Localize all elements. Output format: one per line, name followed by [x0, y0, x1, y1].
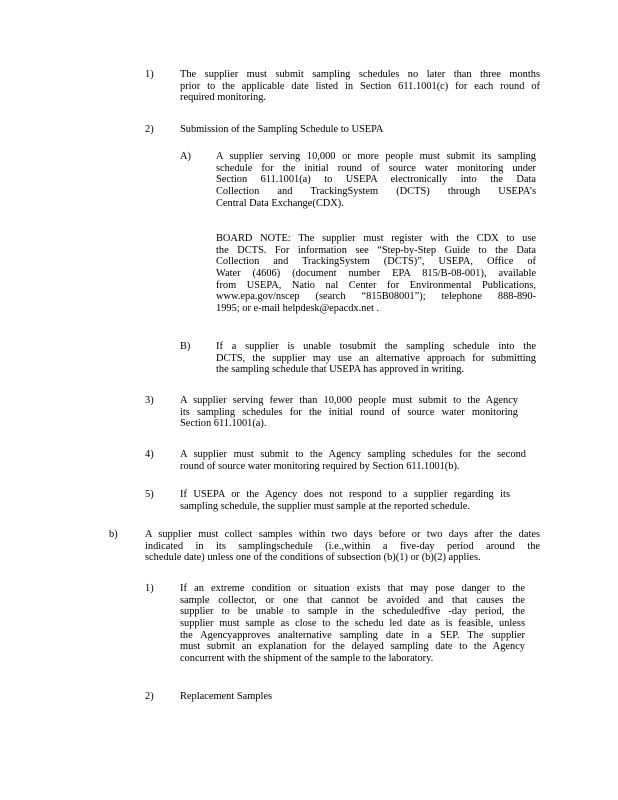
text-line: its sampling schedules for the initial round of source water monitoring [180, 406, 518, 418]
item-label: 2) [145, 124, 154, 135]
text-line: the sampling schedule that USEPA has approved in writing. [216, 364, 465, 376]
text-line: Section 611.1001(a) to USEPA electronically into the Data [216, 174, 536, 186]
text-line: BOARD NOTE: The supplier must register with the CDX to use [216, 233, 536, 244]
text-line: A supplier serving fewer than 10,000 people must submit to the Agency [180, 395, 518, 406]
section-heading: Replacement Samples [180, 691, 273, 702]
text-line: prior to the applicable date listed in Section 611.1001(c) for each round of [180, 80, 540, 92]
text-line: www.epa.gov/nscep (search “815B08001”); telephone 888-890- [216, 291, 536, 303]
item-label: 2) [145, 691, 154, 702]
text-line: If a supplier is unable tosubmit the sampling schedule into the [216, 341, 536, 352]
item-label: b) [109, 529, 118, 540]
item-label: 1) [145, 583, 154, 594]
text-line: Collection and TrackingSystem (DCTS) through USEPA’s [216, 186, 536, 198]
text-line: If USEPA or the Agency does not respond to a supplier regarding its [180, 489, 510, 500]
text-line: indicated in its samplingschedule (i.e.,within a five-day period around the [145, 540, 540, 552]
text-line: sampling schedule, the supplier must sample at the reported schedule. [180, 500, 470, 512]
text-line: A supplier must submit to the Agency sampling schedules for the second [180, 449, 526, 460]
text-line: A supplier must collect samples within two days before or two days after the dates [145, 529, 540, 540]
item-label: 3) [145, 395, 154, 406]
text-line: supplier must sample as close to the schedu led date as is feasible, unless [180, 618, 525, 630]
text-line: required monitoring. [180, 92, 266, 104]
item-label: B) [180, 341, 191, 352]
text-line: Collection and TrackingSystem (DCTS)”, USEPA, Office of [216, 256, 536, 268]
text-line: from USEPA, Natio nal Center for Environmental Publications, [216, 279, 536, 291]
text-line: 1995; or e-mail helpdesk@epacdx.net . [216, 303, 380, 315]
text-line: If an extreme condition or situation exists that may pose danger to the [180, 583, 525, 594]
item-label: A) [180, 151, 191, 162]
text-line: sample collector, or one that cannot be avoided and that causes the [180, 594, 525, 606]
text-line: The supplier must submit sampling schedules no later than three months [180, 69, 540, 80]
text-line: DCTS, the supplier may use an alternative approach for submitting [216, 352, 536, 364]
item-label: 1) [145, 69, 154, 80]
text-line: round of source water monitoring required by Section 611.1001(b). [180, 460, 460, 472]
text-line: schedule date) unless one of the conditions of subsection (b)(1) or (b)(2) applies. [145, 552, 481, 564]
text-line: must submit an explanation for the delayed sampling date to the Agency [180, 641, 525, 653]
text-line: Water (4606) (document number EPA 815/B-08-001), available [216, 268, 536, 280]
text-line: Section 611.1001(a). [180, 418, 267, 430]
text-line: Central Data Exchange(CDX). [216, 197, 344, 209]
section-heading: Submission of the Sampling Schedule to USEPA [180, 124, 384, 135]
text-line: A supplier serving 10,000 or more people must submit its sampling [216, 151, 536, 162]
text-line: concurrent with the shipment of the sample to the laboratory. [180, 653, 434, 665]
item-label: 5) [145, 489, 154, 500]
text-line: the DCTS. For information see “Step-by-Step Guide to the Data [216, 244, 536, 256]
text-line: schedule for the initial round of source water monitoring under [216, 162, 536, 174]
text-line: supplier to be unable to sample in the scheduledfive -day period, the [180, 606, 525, 618]
item-label: 4) [145, 449, 154, 460]
text-line: the Agencyapproves analternative sampling date in a SEP. The supplier [180, 629, 525, 641]
